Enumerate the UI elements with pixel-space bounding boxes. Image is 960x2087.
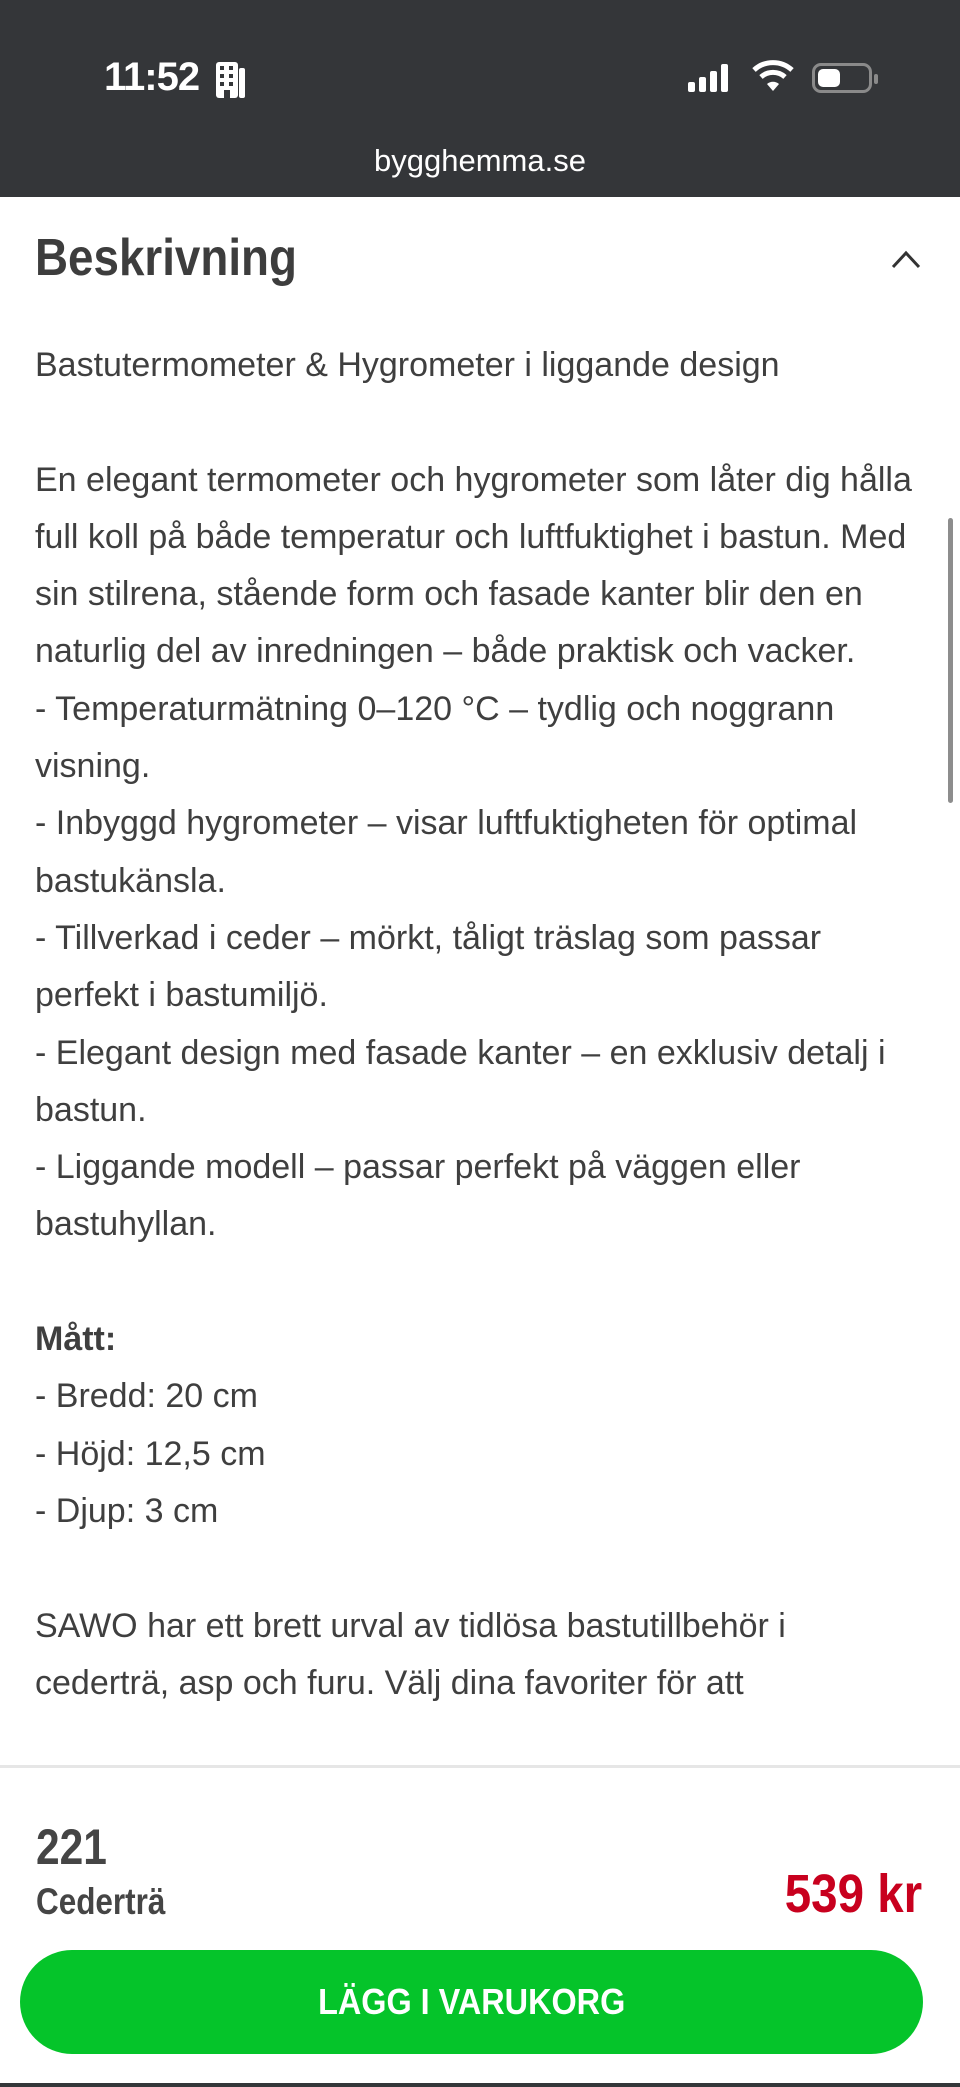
bottom-bar <box>0 2083 960 2087</box>
dimensions-title: Mått: <box>35 1320 117 1359</box>
product-price: 539 kr <box>784 1864 922 1924</box>
url-label[interactable]: bygghemma.se <box>374 143 586 178</box>
dimension-item: - Bredd: 20 cm <box>35 1377 258 1416</box>
feature-item: - Temperaturmätning 0–120 °C – tydlig och noggrann visning. <box>35 689 835 786</box>
purchase-footer <box>0 1765 960 2087</box>
clock: 11:52 <box>104 55 200 99</box>
battery-icon <box>812 63 872 93</box>
wifi-icon <box>752 58 794 92</box>
feature-item: - Liggande modell – passar perfekt på väggen eller bastuhyllan. <box>35 1148 801 1244</box>
add-to-cart-label: LÄGG I VARUKORG <box>317 1981 626 2022</box>
status-bar <box>0 0 960 197</box>
add-to-cart-button[interactable] <box>20 1950 923 2054</box>
feature-item: - Elegant design med fasade kanter – en exklusiv detalj i bastun. <box>35 1033 886 1129</box>
building-icon <box>216 62 246 98</box>
feature-item: - Inbyggd hygrometer – visar luftfuktigheten för optimal bastukänsla. <box>35 804 858 900</box>
product-model: 221 <box>36 1819 107 1875</box>
description-paragraph: En elegant termometer och hygrometer som låter dig hålla full koll på både temperatur och luftfuktighet i bastun. Med sin stilrena, stående form och fasade kanter blir den en naturlig del av inredningen – både praktisk och vacker. <box>35 460 912 671</box>
chevron-up-icon[interactable] <box>890 248 922 270</box>
section-title: Beskrivning <box>35 229 297 287</box>
description-closing: SAWO har ett brett urval av tidlösa bastutillbehör i cederträ, asp och furu. Välj dina favoriter för att <box>35 1606 786 1702</box>
dimension-item: - Höjd: 12,5 cm <box>35 1434 266 1473</box>
product-variant: Cederträ <box>36 1881 166 1922</box>
scrollbar[interactable] <box>948 518 953 803</box>
description <box>35 337 925 1712</box>
description-subtitle: Bastutermometer & Hygrometer i liggande design <box>35 346 780 384</box>
dimension-item: - Djup: 3 cm <box>35 1491 219 1530</box>
feature-item: - Tillverkad i ceder – mörkt, tåligt träslag som passar perfekt i bastumiljö. <box>35 918 822 1015</box>
signal-icon <box>688 62 728 92</box>
